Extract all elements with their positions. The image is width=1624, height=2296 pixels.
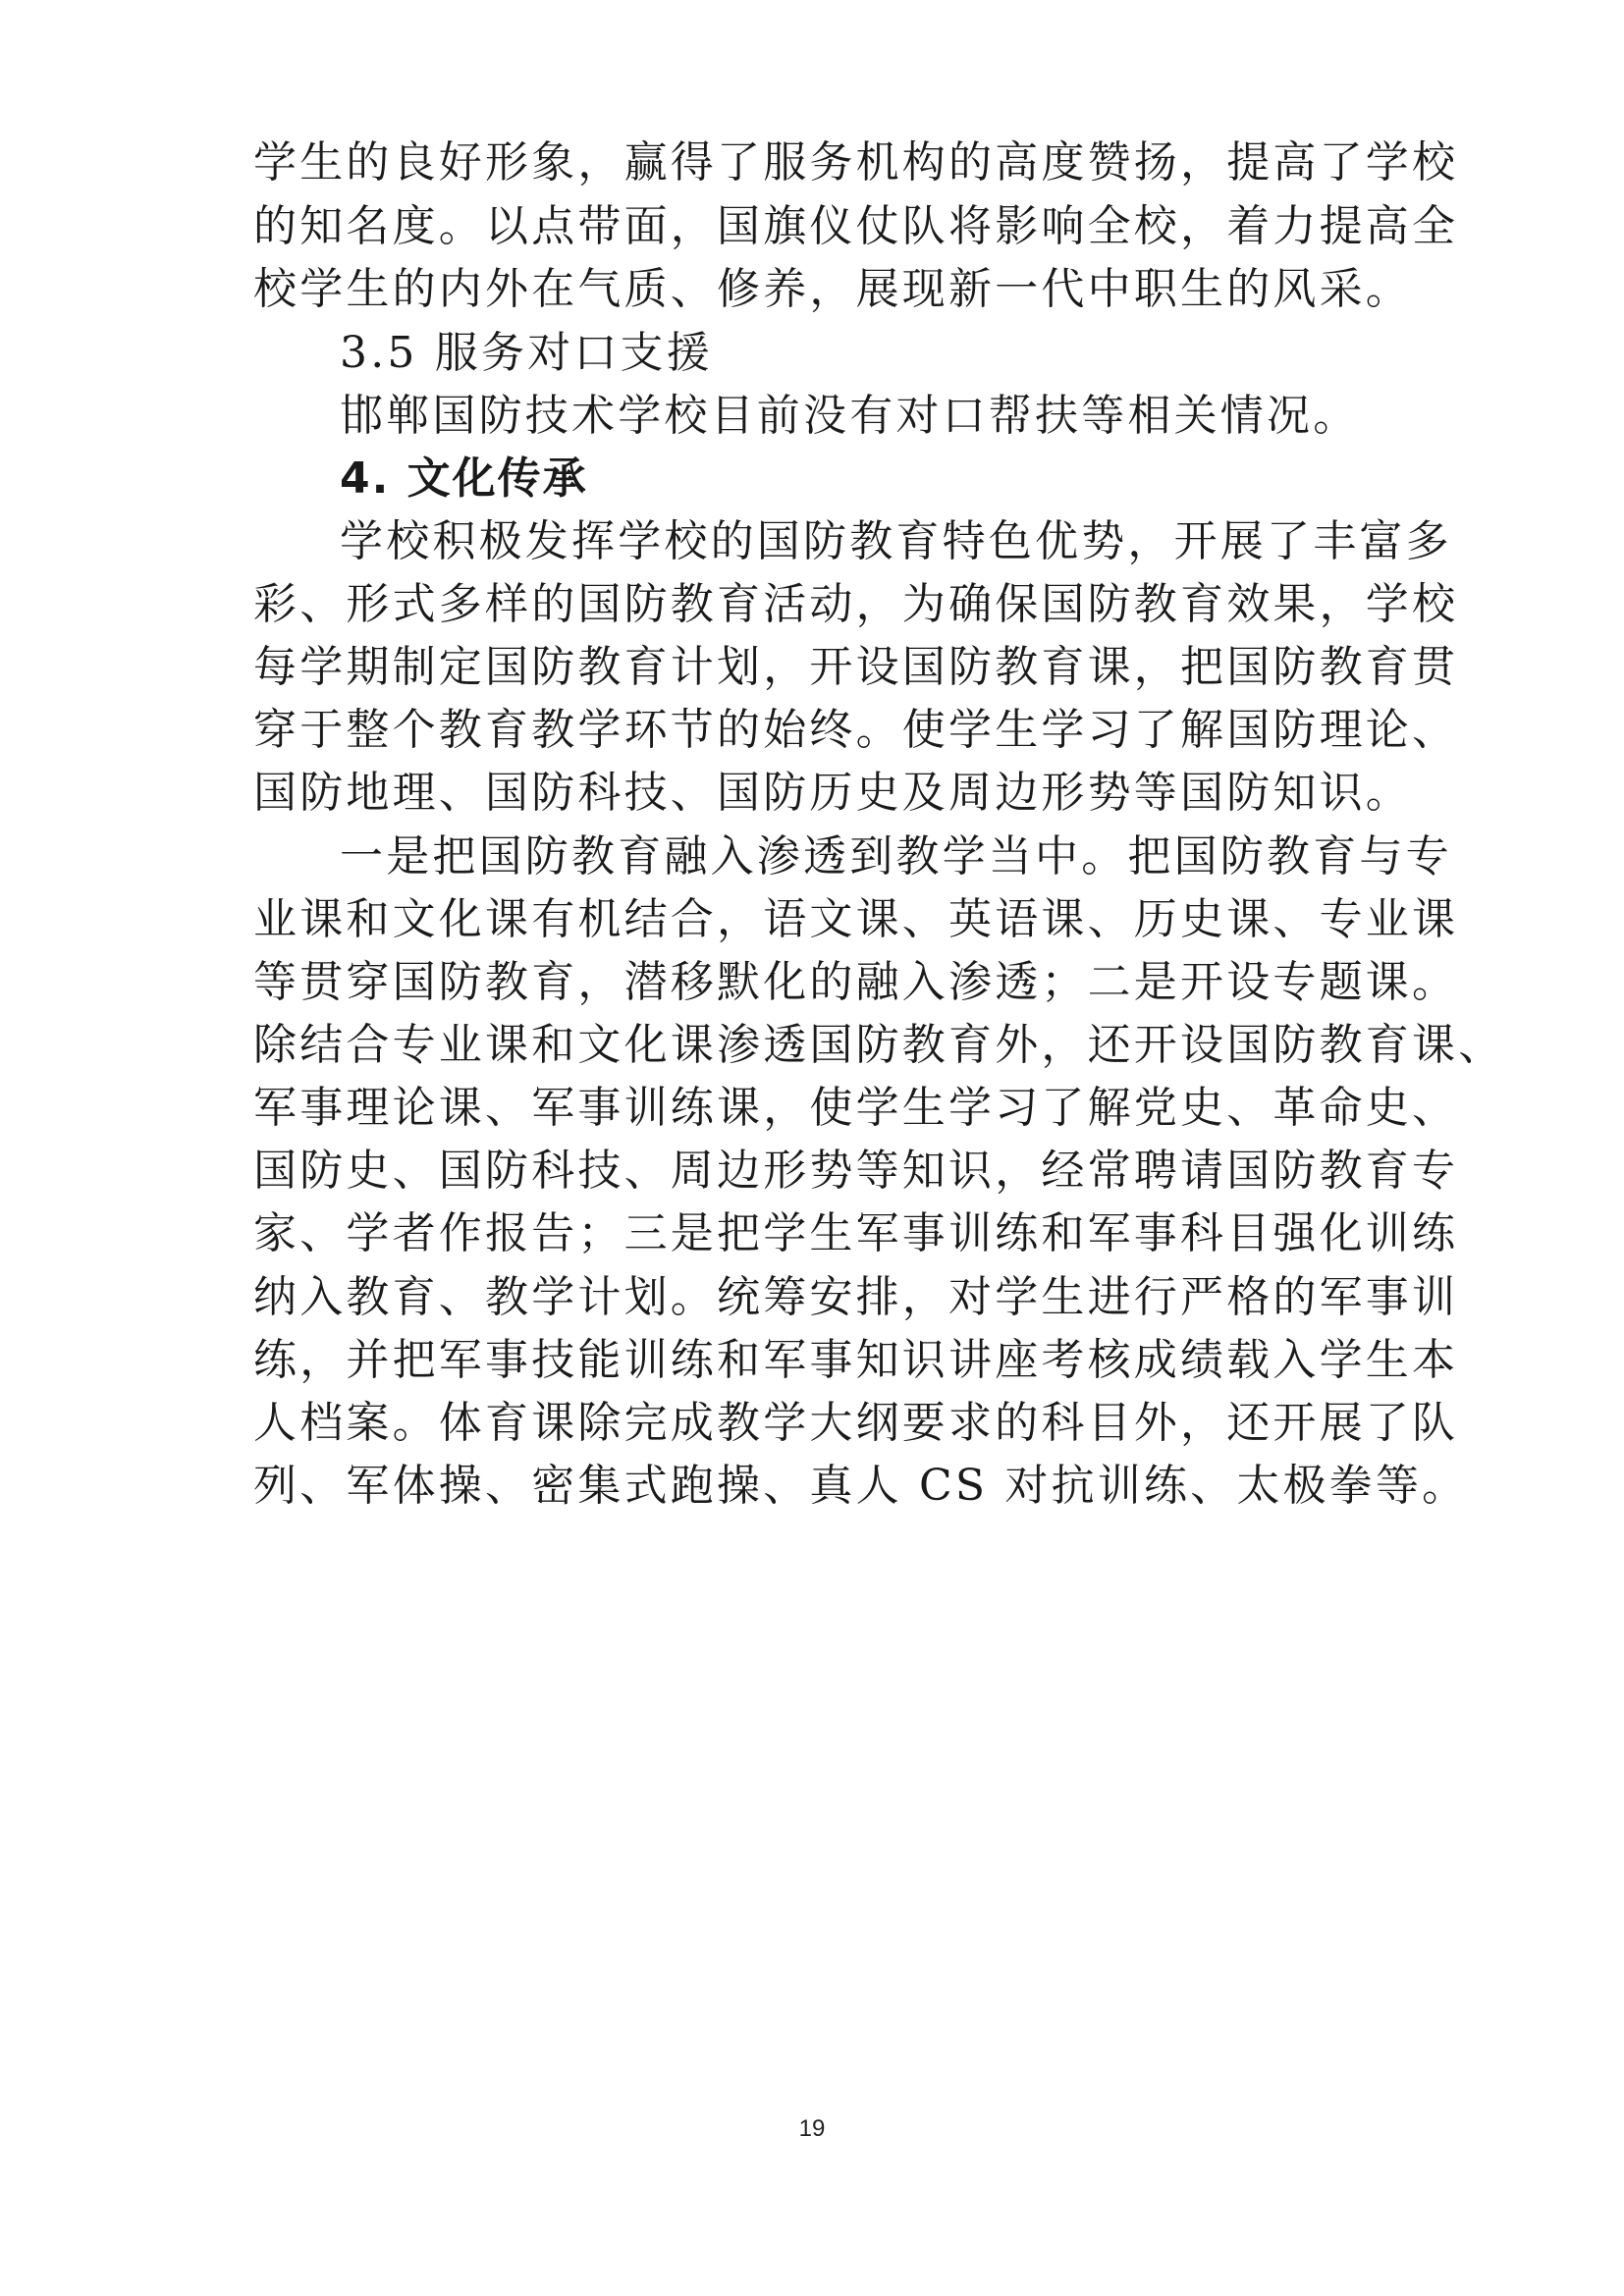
page-number: 19 — [798, 2115, 826, 2142]
paragraph-line: 家、学者作报告；三是把学生军事训练和军事科目强化训练 — [253, 1208, 1459, 1258]
section-heading: 4. 文化传承 — [340, 454, 588, 504]
paragraph-line: 业课和文化课有机结合，语文课、英语课、历史课、专业课 — [253, 894, 1459, 944]
paragraph-line: 校学生的内外在气质、修养，展现新一代中职生的风采。 — [253, 264, 1412, 314]
paragraph-line: 国防地理、国防科技、国防历史及周边形势等国防知识。 — [253, 768, 1412, 818]
paragraph-line: 穿于整个教育教学环节的始终。使学生学习了解国防理论、 — [253, 705, 1459, 755]
paragraph-line: 学校积极发挥学校的国防教育特色优势，开展了丰富多 — [340, 516, 1452, 566]
paragraph-line: 国防史、国防科技、周边形势等知识，经常聘请国防教育专 — [253, 1146, 1459, 1196]
paragraph-line: 彩、形式多样的国防教育活动，为确保国防教育效果，学校 — [253, 579, 1459, 629]
paragraph-line: 邯郸国防技术学校目前没有对口帮扶等相关情况。 — [340, 391, 1360, 441]
paragraph-line: 每学期制定国防教育计划，开设国防教育课，把国防教育贯 — [253, 642, 1459, 692]
paragraph-line: 列、军体操、密集式跑操、真人 CS 对抗训练、太极拳等。 — [253, 1461, 1469, 1511]
paragraph-line: 一是把国防教育融入渗透到教学当中。把国防教育与专 — [340, 831, 1452, 881]
paragraph-line: 纳入教育、教学计划。统筹安排，对学生进行严格的军事训 — [253, 1272, 1459, 1322]
paragraph-line: 学生的良好形象，赢得了服务机构的高度赞扬，提高了学校 — [253, 137, 1459, 187]
paragraph-line: 人档案。体育课除完成教学大纲要求的科目外，还开展了队 — [253, 1398, 1459, 1448]
paragraph-line: 的知名度。以点带面，国旗仪仗队将影响全校，着力提高全 — [253, 201, 1459, 251]
section-heading: 3.5 服务对口支援 — [340, 328, 713, 378]
paragraph-line: 练，并把军事技能训练和军事知识讲座考核成绩载入学生本 — [253, 1335, 1459, 1385]
paragraph-line: 军事理论课、军事训练课，使学生学习了解党史、革命史、 — [253, 1083, 1459, 1133]
paragraph-line: 等贯穿国防教育，潜移默化的融入渗透；二是开设专题课。 — [253, 957, 1459, 1007]
paragraph-line: 除结合专业课和文化课渗透国防教育外，还开设国防教育课、 — [253, 1020, 1505, 1070]
